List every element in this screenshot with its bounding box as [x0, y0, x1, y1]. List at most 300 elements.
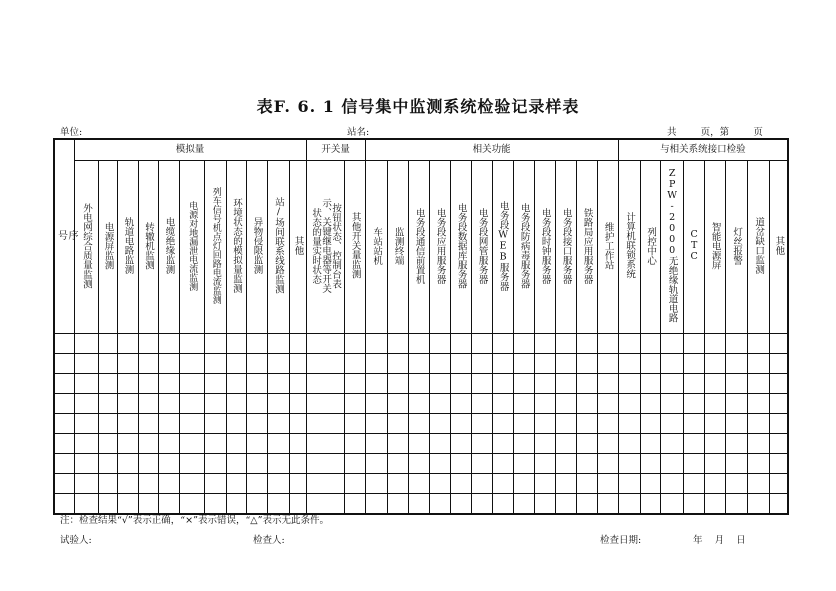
result-cell[interactable] [640, 334, 660, 354]
result-cell[interactable] [576, 434, 597, 454]
result-cell[interactable] [365, 354, 387, 374]
result-cell[interactable] [289, 354, 306, 374]
result-cell[interactable] [429, 334, 450, 354]
result-cell[interactable] [344, 394, 365, 414]
result-cell[interactable] [98, 494, 117, 515]
result-cell[interactable] [513, 474, 534, 494]
result-cell[interactable] [179, 334, 204, 354]
result-cell[interactable] [267, 354, 289, 374]
result-cell[interactable] [267, 474, 289, 494]
result-cell[interactable] [74, 374, 98, 394]
result-cell[interactable] [158, 454, 179, 474]
result-cell[interactable] [54, 434, 74, 454]
result-cell[interactable] [704, 394, 725, 414]
result-cell[interactable] [289, 374, 306, 394]
result-cell[interactable] [769, 454, 788, 474]
result-cell[interactable] [513, 394, 534, 414]
result-cell[interactable] [408, 454, 429, 474]
result-cell[interactable] [365, 474, 387, 494]
result-cell[interactable] [226, 454, 246, 474]
result-cell[interactable] [387, 394, 408, 414]
result-cell[interactable] [704, 454, 725, 474]
result-cell[interactable] [138, 394, 158, 414]
result-cell[interactable] [660, 434, 683, 454]
result-cell[interactable] [492, 494, 513, 515]
result-cell[interactable] [597, 414, 618, 434]
result-cell[interactable] [365, 394, 387, 414]
result-cell[interactable] [618, 454, 640, 474]
result-cell[interactable] [513, 414, 534, 434]
result-cell[interactable] [204, 494, 226, 515]
result-cell[interactable] [158, 374, 179, 394]
result-cell[interactable] [555, 374, 576, 394]
result-cell[interactable] [450, 414, 471, 434]
result-cell[interactable] [387, 434, 408, 454]
result-cell[interactable] [683, 354, 704, 374]
result-cell[interactable] [387, 354, 408, 374]
result-cell[interactable] [226, 434, 246, 454]
result-cell[interactable] [306, 354, 344, 374]
result-cell[interactable] [138, 374, 158, 394]
result-cell[interactable] [576, 414, 597, 434]
result-cell[interactable] [471, 374, 492, 394]
result-cell[interactable] [179, 474, 204, 494]
result-cell[interactable] [534, 334, 555, 354]
result-cell[interactable] [725, 474, 747, 494]
result-cell[interactable] [660, 494, 683, 515]
result-cell[interactable] [769, 334, 788, 354]
result-cell[interactable] [117, 374, 138, 394]
result-cell[interactable] [267, 414, 289, 434]
result-cell[interactable] [138, 494, 158, 515]
result-cell[interactable] [555, 334, 576, 354]
result-cell[interactable] [365, 414, 387, 434]
result-cell[interactable] [683, 374, 704, 394]
result-cell[interactable] [555, 454, 576, 474]
result-cell[interactable] [555, 434, 576, 454]
result-cell[interactable] [769, 394, 788, 414]
result-cell[interactable] [660, 354, 683, 374]
result-cell[interactable] [344, 494, 365, 515]
result-cell[interactable] [306, 474, 344, 494]
result-cell[interactable] [98, 374, 117, 394]
result-cell[interactable] [429, 394, 450, 414]
result-cell[interactable] [429, 414, 450, 434]
result-cell[interactable] [117, 474, 138, 494]
result-cell[interactable] [158, 434, 179, 454]
result-cell[interactable] [117, 494, 138, 515]
result-cell[interactable] [344, 474, 365, 494]
result-cell[interactable] [471, 394, 492, 414]
result-cell[interactable] [513, 434, 534, 454]
result-cell[interactable] [429, 454, 450, 474]
result-cell[interactable] [597, 334, 618, 354]
result-cell[interactable] [660, 334, 683, 354]
result-cell[interactable] [387, 334, 408, 354]
result-cell[interactable] [344, 414, 365, 434]
result-cell[interactable] [226, 354, 246, 374]
result-cell[interactable] [387, 374, 408, 394]
result-cell[interactable] [74, 334, 98, 354]
result-cell[interactable] [513, 494, 534, 515]
result-cell[interactable] [306, 334, 344, 354]
result-cell[interactable] [471, 474, 492, 494]
result-cell[interactable] [179, 434, 204, 454]
result-cell[interactable] [429, 474, 450, 494]
result-cell[interactable] [725, 374, 747, 394]
result-cell[interactable] [534, 474, 555, 494]
result-cell[interactable] [226, 394, 246, 414]
result-cell[interactable] [54, 334, 74, 354]
result-cell[interactable] [158, 394, 179, 414]
result-cell[interactable] [513, 374, 534, 394]
result-cell[interactable] [117, 334, 138, 354]
result-cell[interactable] [597, 354, 618, 374]
result-cell[interactable] [660, 414, 683, 434]
result-cell[interactable] [179, 374, 204, 394]
result-cell[interactable] [306, 374, 344, 394]
result-cell[interactable] [660, 474, 683, 494]
result-cell[interactable] [306, 434, 344, 454]
result-cell[interactable] [226, 374, 246, 394]
result-cell[interactable] [683, 394, 704, 414]
result-cell[interactable] [408, 354, 429, 374]
result-cell[interactable] [450, 354, 471, 374]
result-cell[interactable] [306, 454, 344, 474]
result-cell[interactable] [450, 334, 471, 354]
result-cell[interactable] [471, 334, 492, 354]
result-cell[interactable] [576, 354, 597, 374]
result-cell[interactable] [429, 494, 450, 515]
result-cell[interactable] [660, 394, 683, 414]
result-cell[interactable] [704, 354, 725, 374]
result-cell[interactable] [204, 354, 226, 374]
result-cell[interactable] [747, 354, 769, 374]
result-cell[interactable] [306, 414, 344, 434]
result-cell[interactable] [683, 494, 704, 515]
result-cell[interactable] [289, 394, 306, 414]
result-cell[interactable] [98, 414, 117, 434]
result-cell[interactable] [365, 334, 387, 354]
result-cell[interactable] [450, 454, 471, 474]
result-cell[interactable] [344, 334, 365, 354]
result-cell[interactable] [204, 334, 226, 354]
result-cell[interactable] [204, 374, 226, 394]
result-cell[interactable] [267, 334, 289, 354]
result-cell[interactable] [226, 414, 246, 434]
result-cell[interactable] [492, 454, 513, 474]
result-cell[interactable] [471, 354, 492, 374]
result-cell[interactable] [54, 474, 74, 494]
result-cell[interactable] [289, 454, 306, 474]
result-cell[interactable] [450, 494, 471, 515]
result-cell[interactable] [98, 334, 117, 354]
result-cell[interactable] [408, 334, 429, 354]
result-cell[interactable] [365, 494, 387, 515]
result-cell[interactable] [179, 414, 204, 434]
result-cell[interactable] [408, 494, 429, 515]
result-cell[interactable] [344, 374, 365, 394]
result-cell[interactable] [365, 454, 387, 474]
result-cell[interactable] [74, 354, 98, 374]
result-cell[interactable] [204, 394, 226, 414]
result-cell[interactable] [640, 454, 660, 474]
result-cell[interactable] [289, 414, 306, 434]
result-cell[interactable] [138, 474, 158, 494]
result-cell[interactable] [660, 374, 683, 394]
result-cell[interactable] [158, 494, 179, 515]
result-cell[interactable] [179, 454, 204, 474]
result-cell[interactable] [408, 414, 429, 434]
result-cell[interactable] [54, 394, 74, 414]
result-cell[interactable] [597, 494, 618, 515]
result-cell[interactable] [98, 354, 117, 374]
result-cell[interactable] [747, 374, 769, 394]
result-cell[interactable] [471, 414, 492, 434]
result-cell[interactable] [289, 494, 306, 515]
result-cell[interactable] [408, 474, 429, 494]
result-cell[interactable] [640, 474, 660, 494]
result-cell[interactable] [267, 394, 289, 414]
result-cell[interactable] [534, 434, 555, 454]
result-cell[interactable] [597, 394, 618, 414]
result-cell[interactable] [683, 434, 704, 454]
result-cell[interactable] [408, 434, 429, 454]
result-cell[interactable] [747, 334, 769, 354]
result-cell[interactable] [226, 494, 246, 515]
result-cell[interactable] [683, 414, 704, 434]
result-cell[interactable] [117, 434, 138, 454]
result-cell[interactable] [597, 454, 618, 474]
result-cell[interactable] [74, 434, 98, 454]
result-cell[interactable] [117, 414, 138, 434]
result-cell[interactable] [555, 494, 576, 515]
result-cell[interactable] [74, 494, 98, 515]
result-cell[interactable] [534, 354, 555, 374]
result-cell[interactable] [74, 454, 98, 474]
result-cell[interactable] [725, 354, 747, 374]
result-cell[interactable] [747, 414, 769, 434]
result-cell[interactable] [576, 454, 597, 474]
result-cell[interactable] [769, 354, 788, 374]
result-cell[interactable] [429, 434, 450, 454]
result-cell[interactable] [555, 474, 576, 494]
result-cell[interactable] [640, 494, 660, 515]
result-cell[interactable] [450, 394, 471, 414]
result-cell[interactable] [640, 394, 660, 414]
result-cell[interactable] [640, 354, 660, 374]
result-cell[interactable] [618, 334, 640, 354]
result-cell[interactable] [246, 474, 267, 494]
result-cell[interactable] [54, 374, 74, 394]
result-cell[interactable] [54, 454, 74, 474]
result-cell[interactable] [618, 374, 640, 394]
result-cell[interactable] [74, 474, 98, 494]
result-cell[interactable] [555, 414, 576, 434]
result-cell[interactable] [387, 454, 408, 474]
result-cell[interactable] [179, 354, 204, 374]
result-cell[interactable] [98, 394, 117, 414]
result-cell[interactable] [513, 354, 534, 374]
result-cell[interactable] [344, 434, 365, 454]
result-cell[interactable] [74, 414, 98, 434]
result-cell[interactable] [408, 374, 429, 394]
result-cell[interactable] [640, 414, 660, 434]
result-cell[interactable] [513, 454, 534, 474]
result-cell[interactable] [54, 354, 74, 374]
result-cell[interactable] [725, 414, 747, 434]
result-cell[interactable] [408, 394, 429, 414]
result-cell[interactable] [747, 454, 769, 474]
result-cell[interactable] [429, 374, 450, 394]
result-cell[interactable] [597, 374, 618, 394]
result-cell[interactable] [267, 374, 289, 394]
result-cell[interactable] [158, 414, 179, 434]
result-cell[interactable] [597, 474, 618, 494]
result-cell[interactable] [683, 474, 704, 494]
result-cell[interactable] [267, 494, 289, 515]
result-cell[interactable] [289, 434, 306, 454]
result-cell[interactable] [138, 334, 158, 354]
result-cell[interactable] [534, 394, 555, 414]
result-cell[interactable] [618, 414, 640, 434]
result-cell[interactable] [769, 374, 788, 394]
result-cell[interactable] [618, 354, 640, 374]
result-cell[interactable] [747, 394, 769, 414]
result-cell[interactable] [450, 474, 471, 494]
result-cell[interactable] [704, 334, 725, 354]
result-cell[interactable] [54, 414, 74, 434]
result-cell[interactable] [158, 354, 179, 374]
result-cell[interactable] [492, 334, 513, 354]
result-cell[interactable] [492, 434, 513, 454]
result-cell[interactable] [98, 454, 117, 474]
result-cell[interactable] [387, 494, 408, 515]
result-cell[interactable] [387, 414, 408, 434]
result-cell[interactable] [117, 454, 138, 474]
result-cell[interactable] [54, 494, 74, 515]
result-cell[interactable] [704, 474, 725, 494]
result-cell[interactable] [179, 494, 204, 515]
result-cell[interactable] [769, 414, 788, 434]
result-cell[interactable] [204, 454, 226, 474]
result-cell[interactable] [289, 334, 306, 354]
result-cell[interactable] [769, 494, 788, 515]
result-cell[interactable] [179, 394, 204, 414]
result-cell[interactable] [158, 474, 179, 494]
result-cell[interactable] [98, 434, 117, 454]
result-cell[interactable] [344, 354, 365, 374]
result-cell[interactable] [725, 454, 747, 474]
result-cell[interactable] [534, 414, 555, 434]
result-cell[interactable] [267, 434, 289, 454]
result-cell[interactable] [246, 454, 267, 474]
result-cell[interactable] [747, 494, 769, 515]
result-cell[interactable] [576, 394, 597, 414]
result-cell[interactable] [660, 454, 683, 474]
result-cell[interactable] [747, 434, 769, 454]
result-cell[interactable] [704, 374, 725, 394]
result-cell[interactable] [640, 434, 660, 454]
result-cell[interactable] [769, 434, 788, 454]
result-cell[interactable] [246, 334, 267, 354]
result-cell[interactable] [267, 454, 289, 474]
result-cell[interactable] [246, 494, 267, 515]
result-cell[interactable] [683, 454, 704, 474]
result-cell[interactable] [534, 454, 555, 474]
result-cell[interactable] [429, 354, 450, 374]
result-cell[interactable] [289, 474, 306, 494]
result-cell[interactable] [534, 374, 555, 394]
result-cell[interactable] [704, 494, 725, 515]
result-cell[interactable] [769, 474, 788, 494]
result-cell[interactable] [618, 434, 640, 454]
result-cell[interactable] [74, 394, 98, 414]
result-cell[interactable] [387, 474, 408, 494]
result-cell[interactable] [204, 474, 226, 494]
result-cell[interactable] [576, 334, 597, 354]
result-cell[interactable] [576, 494, 597, 515]
result-cell[interactable] [226, 334, 246, 354]
result-cell[interactable] [640, 374, 660, 394]
result-cell[interactable] [492, 474, 513, 494]
result-cell[interactable] [576, 374, 597, 394]
result-cell[interactable] [618, 494, 640, 515]
result-cell[interactable] [204, 434, 226, 454]
result-cell[interactable] [725, 394, 747, 414]
result-cell[interactable] [597, 434, 618, 454]
result-cell[interactable] [306, 394, 344, 414]
result-cell[interactable] [204, 414, 226, 434]
result-cell[interactable] [492, 354, 513, 374]
result-cell[interactable] [618, 394, 640, 414]
result-cell[interactable] [555, 394, 576, 414]
result-cell[interactable] [471, 434, 492, 454]
result-cell[interactable] [725, 434, 747, 454]
result-cell[interactable] [344, 454, 365, 474]
result-cell[interactable] [492, 394, 513, 414]
result-cell[interactable] [226, 474, 246, 494]
result-cell[interactable] [138, 354, 158, 374]
result-cell[interactable] [365, 374, 387, 394]
result-cell[interactable] [555, 354, 576, 374]
result-cell[interactable] [471, 454, 492, 474]
result-cell[interactable] [492, 374, 513, 394]
result-cell[interactable] [138, 414, 158, 434]
result-cell[interactable] [683, 334, 704, 354]
result-cell[interactable] [138, 434, 158, 454]
result-cell[interactable] [450, 374, 471, 394]
result-cell[interactable] [306, 494, 344, 515]
result-cell[interactable] [246, 414, 267, 434]
result-cell[interactable] [725, 494, 747, 515]
result-cell[interactable] [725, 334, 747, 354]
result-cell[interactable] [704, 414, 725, 434]
result-cell[interactable] [513, 334, 534, 354]
result-cell[interactable] [471, 494, 492, 515]
result-cell[interactable] [117, 354, 138, 374]
result-cell[interactable] [246, 374, 267, 394]
result-cell[interactable] [246, 354, 267, 374]
result-cell[interactable] [246, 394, 267, 414]
result-cell[interactable] [138, 454, 158, 474]
result-cell[interactable] [158, 334, 179, 354]
result-cell[interactable] [98, 474, 117, 494]
result-cell[interactable] [117, 394, 138, 414]
result-cell[interactable] [747, 474, 769, 494]
result-cell[interactable] [704, 434, 725, 454]
result-cell[interactable] [492, 414, 513, 434]
